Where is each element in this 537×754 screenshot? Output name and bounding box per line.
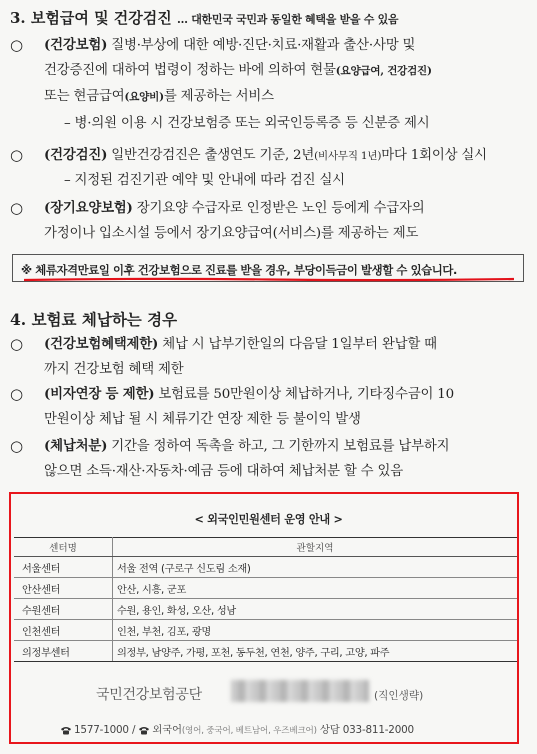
table-header-row [14,538,517,557]
list-line [44,388,454,401]
item-text: 또는 현금급여 [44,89,125,104]
phone-icon [60,726,72,735]
header-jurisdiction: 관할지역 [113,538,518,557]
phone-foreign: 033-811-2000 [342,724,414,736]
list-subline [64,174,345,187]
center-name: 의정부센터 [14,641,113,662]
center-area: 인천, 부천, 김포, 광명 [113,620,518,641]
section-3-heading [10,7,398,28]
item-label: (건강검진) [44,147,108,163]
list-line [44,413,361,426]
table-row [14,599,517,620]
item-label: (건강보험혜택제한) [44,336,159,352]
notice-text: ※ 체류자격만료일 이후 건강보험으로 진료를 받을 경우, 부당이득금이 발생할 수 있습니다. [21,263,457,277]
item-label: (체납처분) [44,438,108,454]
item-text: 마다 1회이상 실시 [381,148,487,163]
section-3-subtitle: … 대한민국 국민과 동일한 혜택을 받을 수 있음 [176,13,399,26]
phone-main: 1577-1000 [74,724,129,736]
item-note: (요양급여, 건강검진) [335,65,432,77]
bullet-circle: ○ [10,199,24,217]
item-label: (건강보험) [44,37,108,53]
list-line [44,338,437,351]
list-line [44,39,415,52]
item-text: 보험료를 50만원이상 체납하거나, 기타징수금이 10 [154,387,454,402]
list-line [44,90,274,103]
table-row [14,578,517,599]
item-text: 까지 건강보험 혜택 제한 [44,362,184,377]
item-text: 않으면 소득·재산·자동차·예금 등에 대하여 체납처분 할 수 있음 [44,464,403,479]
list-line [44,440,449,453]
consult-label: 상담 [319,724,340,736]
list-line [44,227,418,240]
center-area: 안산, 시흥, 군포 [113,578,518,599]
item-note: (비사무직 1년) [314,150,382,162]
red-underline [24,277,514,282]
list-line [44,363,184,376]
center-area: 의정부, 남양주, 가평, 포천, 동두천, 연천, 양주, 구리, 고양, 파주 [113,641,518,662]
list-line [44,465,403,478]
header-center-name: 센터명 [14,538,113,557]
redacted-branch-name [231,680,369,702]
item-label: (장기요양보험) [44,200,133,216]
centers-table [14,537,517,662]
item-text: 기간을 정하여 독촉을 하고, 그 기한까지 보험료를 납부하지 [107,439,450,454]
center-name: 서울센터 [14,557,113,578]
bullet-circle: ○ [10,146,24,164]
center-area: 수원, 용인, 화성, 오산, 성남 [113,599,518,620]
item-text: 건강증진에 대하여 법령이 정하는 바에 의하여 현물 [44,63,336,78]
list-line [44,149,487,162]
list-line [44,64,432,77]
center-name: 안산센터 [14,578,113,599]
list-subline [64,117,429,130]
languages-list: (영어, 중국어, 베트남어, 우즈베크어) [181,726,317,736]
item-text: 장기요양 수급자로 인정받은 노인 등에게 수급자의 [132,201,425,216]
bullet-circle: ○ [10,335,24,353]
foreign-language-label: 외국어 [152,724,182,736]
table-row [14,557,517,578]
item-text: 를 제공하는 서비스 [163,89,274,104]
item-text: 질병·부상에 대한 예방·진단·치료·재활과 출산·사망 및 [107,38,416,53]
item-label: (비자연장 등 제한) [44,386,155,402]
center-name: 수원센터 [14,599,113,620]
section-3-title: 3. 보험급여 및 건강검진 [10,9,172,27]
item-text: 만원이상 체납 될 시 체류기간 연장 제한 등 불이익 발생 [44,412,361,427]
item-note: (요양비) [124,91,164,103]
bullet-circle: ○ [10,437,24,455]
bullet-circle: ○ [10,36,24,54]
center-name: 인천센터 [14,620,113,641]
section-4-title: 4. 보험료 체납하는 경우 [10,310,178,329]
table-row [14,641,517,662]
list-line [44,202,424,215]
phone-icon [138,726,150,735]
center-area: 서울 전역 (구로구 신도림 소재) [113,557,518,578]
separator: / [131,724,136,736]
table-row [14,620,517,641]
item-text: 가정이나 입소시설 등에서 장기요양급여(서비스)를 제공하는 제도 [44,226,419,241]
contact-line [60,721,414,736]
item-text: – 지정된 검진기관 예약 및 안내에 따라 검진 실시 [64,173,345,188]
item-text: 일반건강검진은 출생연도 기준, 2년 [107,148,315,163]
item-text: – 병·의원 이용 시 건강보험증 또는 외국인등록증 등 신분증 제시 [64,116,430,131]
centers-title: < 외국인민원센터 운영 안내 > [194,513,343,526]
bullet-circle: ○ [10,385,24,403]
seal-omitted-note: (직인생략) [374,690,424,702]
item-text: 체납 시 납부기한일의 다음달 1일부터 완납할 때 [158,337,437,352]
organization-name: 국민건강보험공단 [96,687,202,703]
